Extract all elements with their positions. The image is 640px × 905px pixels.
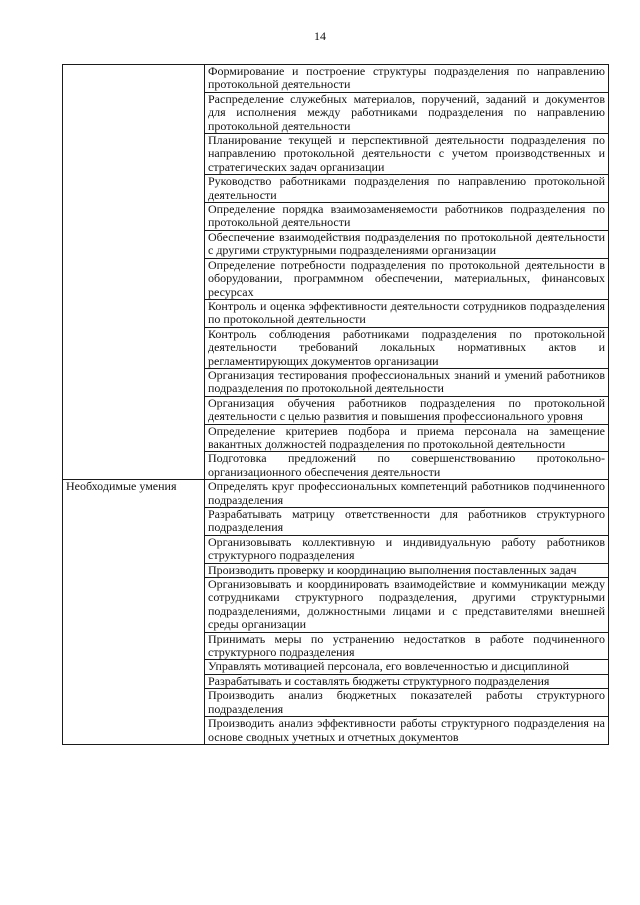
table-cell-duty: Контроль соблюдения работниками подразделения по протокольной деятельности требований локальных нормативных актов и регламентирующих документов организации xyxy=(205,327,609,368)
table-cell-duty: Определение потребности подразделения по протокольной деятельности в оборудовании, программном обеспечении, материальных, финансовых ресурсах xyxy=(205,258,609,299)
table-cell-duty: Формирование и построение структуры подразделения по направлению протокольной деятельности xyxy=(205,65,609,93)
table-cell-skill: Производить анализ бюджетных показателей работы структурного подразделения xyxy=(205,689,609,717)
table-cell-duty: Подготовка предложений по совершенствованию протокольно-организационного обеспечения деятельности xyxy=(205,452,609,480)
table-cell-skill: Производить анализ эффективности работы структурного подразделения на основе сводных учетных и отчетных документов xyxy=(205,717,609,745)
skills-section-label: Необходимые умения xyxy=(63,480,205,745)
table-row xyxy=(63,480,609,508)
page-number: 14 xyxy=(314,29,326,43)
table-cell-skill: Определять круг профессиональных компетенций работников подчиненного подразделения xyxy=(205,480,609,508)
specification-table xyxy=(62,64,609,745)
continuation-label-cell xyxy=(63,65,205,480)
table-cell-duty: Руководство работниками подразделения по направлению протокольной деятельности xyxy=(205,175,609,203)
table-cell-skill: Организовывать коллективную и индивидуальную работу работников структурного подразделения xyxy=(205,535,609,563)
table-cell-duty: Планирование текущей и перспективной деятельности подразделения по направлению протокольной деятельности с учетом производственных и стратегических задач организации xyxy=(205,134,609,175)
table-row xyxy=(63,65,609,93)
table-cell-duty: Организация обучения работников подразделения по протокольной деятельности с целью развития и повышения профессионального уровня xyxy=(205,396,609,424)
table-cell-duty: Определение критериев подбора и приема персонала на замещение вакантных должностей подразделения по протокольной деятельности xyxy=(205,424,609,452)
table-cell-duty: Контроль и оценка эффективности деятельности сотрудников подразделения по протокольной деятельности xyxy=(205,299,609,327)
table-cell-duty: Определение порядка взаимозаменяемости работников подразделения по протокольной деятельности xyxy=(205,203,609,231)
table-cell-skill: Разрабатывать и составлять бюджеты структурного подразделения xyxy=(205,674,609,688)
table-cell-skill: Производить проверку и координацию выполнения поставленных задач xyxy=(205,563,609,577)
table-cell-skill: Организовывать и координировать взаимодействие и коммуникации между сотрудниками структурного подразделения, другими структурными подразделениями, должностными лицами и с представителями внешней среды организации xyxy=(205,578,609,633)
table-cell-skill: Принимать меры по устранению недостатков в работе подчиненного структурного подразделения xyxy=(205,632,609,660)
table-cell-duty: Организация тестирования профессиональных знаний и умений работников подразделения по протокольной деятельности xyxy=(205,368,609,396)
table-cell-duty: Обеспечение взаимодействия подразделения по протокольной деятельности с другими структурными подразделениями организации xyxy=(205,230,609,258)
table-cell-duty: Распределение служебных материалов, поручений, заданий и документов для исполнения между работниками подразделения по направлению протокольной деятельности xyxy=(205,92,609,133)
table-cell-skill: Управлять мотивацией персонала, его вовлеченностью и дисциплиной xyxy=(205,660,609,674)
table-cell-skill: Разрабатывать матрицу ответственности для работников структурного подразделения xyxy=(205,508,609,536)
